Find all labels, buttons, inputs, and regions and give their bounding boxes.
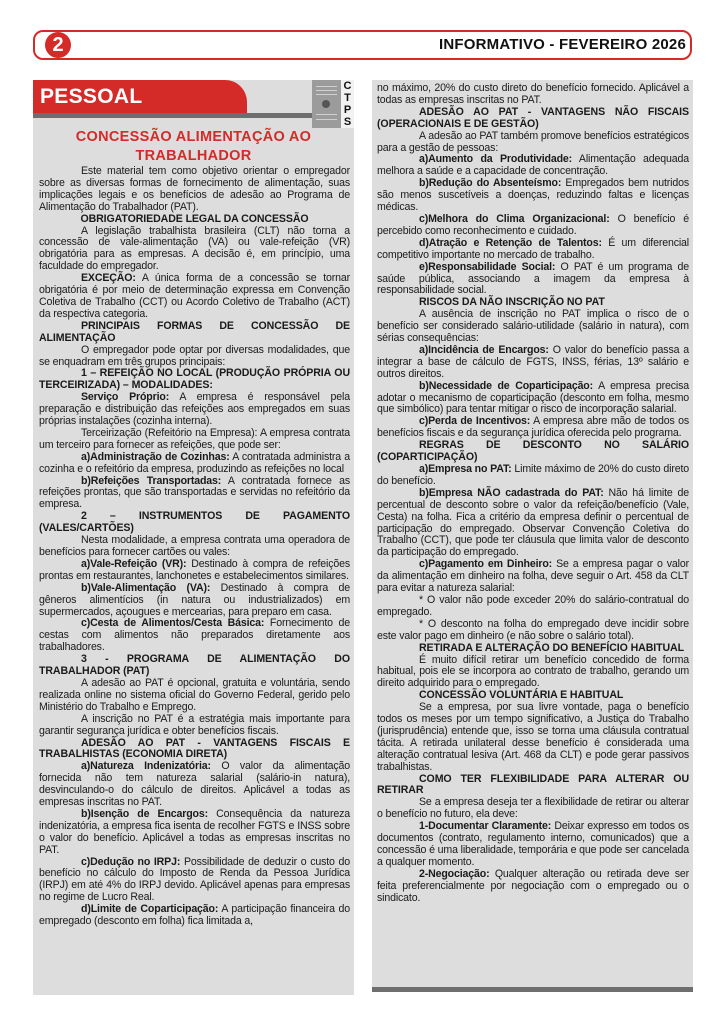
section-tab [33, 80, 247, 113]
item-text: O PAT é um programa de saúde pública, associando a imagem da empresa à responsabilidade social. [377, 260, 689, 297]
item-text: A empresa é responsável pela preparação e distribuição das refeições aos empregados em suas próprias instalações (cozinha interna). [39, 391, 350, 428]
item-lead: 1-Documentar Claramente: [419, 820, 552, 833]
item-lead: a)Administração de Cozinhas: [81, 450, 230, 463]
item-text: A participação financeira do empregado (desconto em folha) fica limitada a, [39, 903, 350, 928]
item-lead: c)Melhora do Clima Organizacional: [419, 212, 610, 225]
item-lead: d)Limite de Coparticipação: [81, 903, 219, 916]
list-item [39, 761, 350, 809]
item-lead: b)Necessidade de Coparticipação: [419, 379, 594, 392]
list-item [39, 476, 350, 512]
paragraph: Terceirização (Refeitório na Empresa): A empresa contrata um terceiro para fornecer as refeições, que pode ser: [39, 426, 350, 451]
section-heading: RISCOS DA NÃO INSCRIÇÃO NO PAT [419, 296, 605, 309]
list-item [377, 559, 689, 595]
section-heading: CONCESSÃO VOLUNTÁRIA E HABITUAL [419, 689, 624, 702]
list-item [377, 416, 689, 440]
newsletter-title: INFORMATIVO - FEVEREIRO 2026 [438, 36, 686, 53]
list-item [39, 809, 350, 857]
right-column [372, 80, 693, 992]
left-column [33, 80, 354, 995]
item-text: Destinado à compra de refeições prontas em restaurantes, lanchonetes e estabelecimentos similares. [39, 557, 350, 582]
list-item [377, 821, 689, 869]
section-heading: RETIRADA E ALTERAÇÃO DO BENEFÍCIO HABITUAL [419, 641, 684, 654]
item-lead: b)Isenção de Encargos: [81, 807, 208, 820]
list-item [377, 238, 689, 262]
ctps-letter: T [344, 92, 351, 104]
item-text: Empregados bem nutridos são menos suscetíveis a doenças, reduzindo faltas e licenças médicas. [377, 177, 689, 214]
section-heading: PRINCIPAIS FORMAS DE CONCESSÃO DE ALIMENTAÇÃO [39, 319, 350, 344]
item-lead: e)Responsabilidade Social: [419, 260, 556, 273]
item-text: Não há limite de percentual de desconto sobre o valor da refeição/benefício (Vale, Cesta) na folha. Fica a critério da empresa definir o percentual de participação do empregado. Observar Convenção Coletiva do Trabalho (CCT), que pode ter cláusula que limita valor de desconto da participação do empregado. [377, 486, 689, 559]
list-item [377, 178, 689, 214]
item-text: O benefício é percebido como reconhecimento e cuidado. [377, 212, 690, 237]
page-header [33, 30, 692, 60]
paragraph: A adesão ao PAT também promove benefícios estratégicos para a gestão de pessoas: [377, 129, 689, 154]
list-item [377, 464, 689, 488]
list-item [39, 857, 350, 905]
article-title-line: CONCESSÃO ALIMENTAÇÃO AO [75, 129, 312, 145]
item-lead: c)Dedução no IRPJ: [81, 855, 181, 868]
item-text: A contratada fornece as refeições prontas, que são transportadas e servidas no refeitório da empresa. [39, 474, 351, 511]
paragraph: Este material tem como objetivo orientar o empregador sobre as diversas formas de fornecimento de alimentação, suas implicações legais e os benefícios de adesão ao Programa de Alimentação do Trabalhador (PAT). [39, 165, 350, 213]
section-divider [33, 113, 354, 118]
item-lead: b)Empresa NÃO cadastrada do PAT: [419, 486, 604, 499]
item-text: Destinado à compra de gêneros alimentícios (in natura ou industrializados) em supermercados, açougues e mercearias, para preparo em casa. [39, 581, 350, 618]
item-lead: b)Refeições Transportadas: [81, 474, 222, 487]
left-article-body [39, 166, 350, 928]
list-item [39, 559, 350, 583]
list-item [377, 488, 689, 559]
list-item [377, 869, 689, 905]
item-lead: Serviço Próprio: [81, 391, 170, 404]
list-item [377, 262, 689, 298]
paragraph: A inscrição no PAT é a estratégia mais importante para garantir segurança jurídica e obter benefícios fiscais. [39, 712, 350, 737]
item-lead: c)Cesta de Alimentos/Cesta Básica: [81, 617, 265, 630]
article-title [33, 128, 354, 166]
item-text: A contratada administra a cozinha e o refeitório da empresa, produzindo as refeições no local [39, 450, 351, 475]
ctps-letter: P [343, 104, 352, 116]
item-text: A empresa abre mão de todos os benefícios fiscais e da segurança jurídica oferecida pelo programa. [377, 415, 689, 440]
item-lead: b)Redução do Absenteísmo: [419, 177, 562, 190]
item-lead: a)Empresa no PAT: [419, 463, 512, 475]
item-lead: 2-Negociação: [419, 867, 490, 880]
section-heading: COMO TER FLEXIBILIDADE PARA ALTERAR OU RETIRAR [377, 772, 689, 797]
item-text: Alimentação adequada melhora a saúde e a capacidade de concentração. [377, 153, 689, 178]
item-text: O valor da alimentação fornecida não tem natureza salarial (salário-in natura), desvinculando-o do cálculo de direitos. Aplicável a todas as empresas inscritas no PAT. [39, 760, 350, 809]
item-text: É um diferencial competitivo importante no mercado de trabalho. [377, 236, 689, 261]
item-lead: a)Aumento da Produtividade: [419, 153, 573, 166]
page-number-badge: 2 [45, 32, 71, 58]
ctps-badge [312, 80, 354, 128]
item-text: Consequência da natureza indenizatória, a empresa fica isenta de recolher FGTS e INSS sobre o valor do benefício. Aplicável a todas as empresas inscritas no PAT. [39, 807, 350, 856]
section-heading: ADESÃO AO PAT - VANTAGENS FISCAIS E TRABALHISTAS (ECONOMIA DIRETA) [39, 736, 350, 761]
paragraph: no máximo, 20% do custo direto do benefício fornecido. Aplicável a todas as empresas inscritas no PAT. [377, 82, 689, 106]
item-lead: a)Vale-Refeição (VR): [81, 557, 187, 570]
ctps-letter: S [343, 116, 352, 128]
section-heading: REGRAS DE DESCONTO NO SALÁRIO (COPARTICIPAÇÃO) [377, 439, 689, 464]
item-text: Possibilidade de deduzir o custo do benefício no cálculo do Imposto de Renda da Pessoa Jurídica (IRPJ) em até 4% do IRPJ devido. Aplicável apenas para empresas no regime de Lucro Real. [39, 855, 350, 904]
item-text: Se a empresa pagar o valor da alimentação em dinheiro na folha, deve seguir o Art. 458 da CLT para evitar a natureza salarial: [377, 558, 689, 595]
item-lead: c)Pagamento em Dinheiro: [419, 558, 553, 571]
section-heading: 3 - PROGRAMA DE ALIMENTAÇÃO DO TRABALHADOR (PAT) [39, 653, 350, 678]
list-item [39, 452, 350, 476]
paragraph: É muito difícil retirar um benefício concedido de forma habitual, pois ele se incorpora ao contrato de trabalho, gerando um direito adquirido para o empregado. [377, 653, 689, 690]
paragraph: A adesão ao PAT é opcional, gratuita e voluntária, sendo realizada online no sistema oficial do Governo Federal, gerido pelo Ministério do Trabalho e Emprego. [39, 676, 350, 713]
paragraph: Se a empresa deseja ter a flexibilidade de retirar ou alterar o benefício no futuro, ela deve: [377, 796, 689, 821]
list-item [39, 583, 350, 619]
list-item [39, 618, 350, 654]
item-lead: c)Perda de Incentivos: [419, 415, 531, 428]
ctps-letter: C [343, 80, 352, 92]
item-lead: d)Atração e Retenção de Talentos: [419, 236, 602, 249]
paragraph: A legislação trabalhista brasileira (CLT) não torna a concessão de vale-alimentação (VA) ou vale-refeição (VR) obrigatória para as empresas. A decisão é, em princípio, uma faculdade do empregador. [39, 224, 350, 273]
list-item [39, 904, 350, 928]
item-text: Qualquer alteração ou retirada deve ser feita preferencialmente por negociação com o empregado ou o sindicato. [377, 867, 689, 904]
list-item [377, 345, 689, 381]
work-card-icon [312, 80, 341, 128]
seal-icon [322, 100, 330, 108]
paragraph: * O desconto na folha do empregado deve incidir sobre este valor pago em dinheiro (e não sobre o salário total). [377, 617, 689, 642]
item-text: Fornecimento de cestas com alimentos não preparados diretamente aos trabalhadores. [39, 617, 351, 654]
item-lead: a)Incidência de Encargos: [419, 343, 549, 356]
item-text: O valor do benefício passa a integrar a base de cálculo de FGTS, INSS, férias, 13º salário e outros direitos. [377, 343, 689, 380]
section-heading: 1 – REFEIÇÃO NO LOCAL (PRODUÇÃO PRÓPRIA OU TERCEIRIZADA) – MODALIDADES: [39, 367, 350, 392]
list-item [377, 154, 689, 178]
section-heading: ADESÃO AO PAT - VANTAGENS NÃO FISCAIS (OPERACIONAIS E DE GESTÃO) [377, 105, 689, 130]
item-lead: b)Vale-Alimentação (VA): [81, 581, 211, 594]
list-item [377, 214, 689, 238]
list-item [39, 273, 350, 321]
paragraph: Se a empresa, por sua livre vontade, paga o benefício todos os meses por um tempo significativo, a Justiça do Trabalho (jurisprudência) entende que, isso se torna uma cláusula contratual tácita. A retirada unilateral desse benefício é considerada uma alteração contratual lesiva (Art. 468 da CLT) e pode gerar passivos trabalhistas. [377, 701, 689, 773]
paragraph: A ausência de inscrição no PAT implica o risco de o benefício ser considerado salário-utilidade (salário in natura), com sérias consequências: [377, 308, 689, 345]
item-lead: a)Natureza Indenizatória: [81, 760, 211, 773]
paragraph: Nesta modalidade, a empresa contrata uma operadora de benefícios para fornecer cartões ou vales: [39, 534, 350, 558]
section-label: PESSOAL [40, 85, 143, 108]
item-lead: EXCEÇÃO: [81, 272, 136, 285]
section-heading: OBRIGATORIEDADE LEGAL DA CONCESSÃO [80, 212, 309, 225]
ctps-letters [341, 80, 354, 128]
item-text: A única forma de a concessão se tornar obrigatória é por meio de determinação expressa em Convenção Coletiva de Trabalho (CCT) ou Acordo Coletivo de Trabalho (ACT) da respectiva categoria. [39, 272, 350, 320]
item-text: A empresa precisa adotar o mecanismo de coparticipação (desconto em folha, mesmo que simbólico) para tentar mitigar o risco de incorporação salarial. [377, 379, 689, 416]
paragraph: * O valor não pode exceder 20% do salário-contratual do empregado. [377, 593, 689, 618]
item-text: Limite máximo de 20% do custo direto do benefício. [377, 463, 689, 487]
list-item [377, 381, 689, 417]
item-text: Deixar expresso em todos os documentos (contrato, regulamento interno, comunicados) que a concessão é uma liberalidade, temporária e que pode ser cancelada a qualquer momento. [377, 820, 689, 868]
list-item [39, 392, 350, 428]
paragraph: O empregador pode optar por diversas modalidades, que se enquadram em três grupos principais: [39, 343, 350, 368]
article-title-line: TRABALHADOR [135, 148, 252, 164]
right-article-body [377, 83, 689, 905]
section-heading: 2 – INSTRUMENTOS DE PAGAMENTO (VALES/CARTÕES) [39, 510, 350, 535]
